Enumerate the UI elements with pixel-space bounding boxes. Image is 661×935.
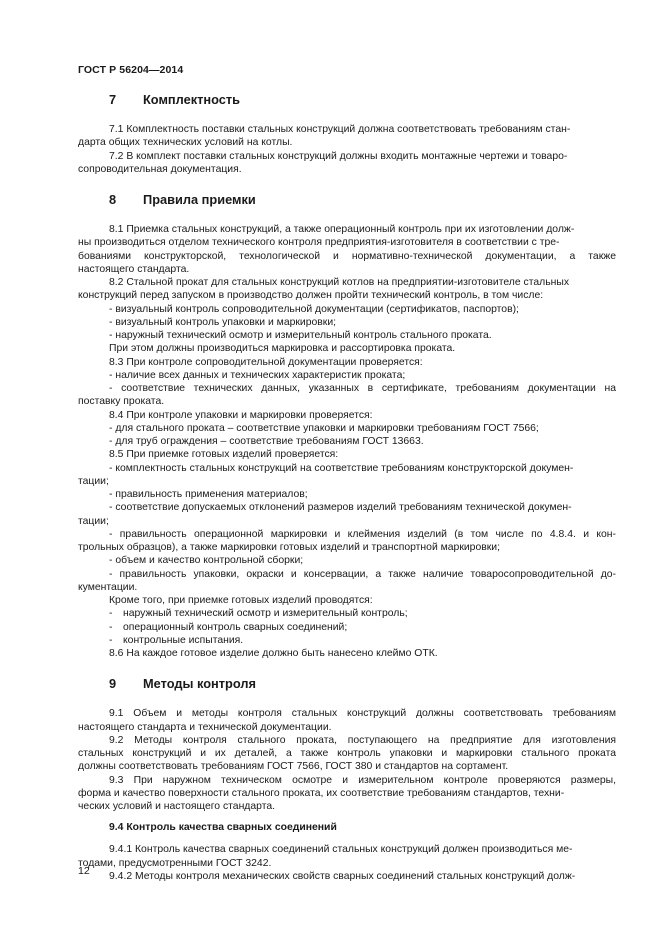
text-line: 9.1 Объем и методы контроля стальных конструкций должны соответствовать требованиям	[109, 708, 616, 720]
list-item: - правильность упаковки, окраски и консервации, а также наличие товаросопроводительной до-	[109, 568, 616, 580]
list-item: - наличие всех данных и технических характеристик проката;	[109, 369, 406, 381]
list-item: - правильность применения материалов;	[109, 489, 308, 500]
paragraph-7-2: 7.2 В комплект поставки стальных конструкций должны входить монтажные чертежи и товаро-	[109, 150, 568, 162]
dash-marker: -	[109, 608, 113, 620]
text-line: При этом должны производиться маркировка и рассортировка проката.	[109, 343, 456, 355]
text-line: 8.6 На каждое готовое изделие должно быть нанесено клеймо ОТК.	[109, 648, 438, 659]
text-line: трольных образцов), а также маркировки готовых изделий и транспортной маркировки;	[78, 542, 500, 553]
dash-marker: -	[109, 621, 113, 633]
list-item: - наружный технический осмотр и измерительный контроль стального проката.	[109, 330, 492, 341]
page-number: 12	[78, 865, 90, 877]
text-line: форма и качество поверхности стального проката, их соответствие требованиям стандартов, техни-	[78, 787, 565, 799]
page-content	[78, 86, 616, 883]
text-line: 8.5 При приемке готовых изделий проверяется:	[109, 449, 339, 461]
section-9-heading	[78, 674, 616, 694]
list-item	[78, 634, 616, 647]
text-line: кументации.	[78, 581, 138, 593]
standard-header: ГОСТ Р 56204—2014	[78, 64, 184, 76]
text-line: 9.4.1 Контроль качества сварных соединений стальных конструкций должен производиться ме-	[109, 844, 573, 856]
section-title: Методы контроля	[143, 676, 256, 692]
list-item: - для труб ограждения – соответствие требованиям ГОСТ 13663.	[109, 436, 424, 447]
section-title: Комплектность	[143, 92, 241, 107]
list-item-text: наружный технический осмотр и измерительный контроль;	[123, 608, 408, 620]
section-7-heading	[78, 90, 616, 110]
text-line: настоящего стандарта.	[78, 263, 190, 275]
list-item	[78, 621, 616, 634]
text-line: 8.1 Приемка стальных конструкций, а также операционный контроль при их изготовлении долж-	[109, 224, 575, 235]
text-line: 9.2 Методы контроля стального проката, поступающего на предприятие для изготовления	[109, 734, 616, 746]
text-line: 8.4 При контроле упаковки и маркировки проверяется:	[109, 409, 373, 421]
paragraph-7-1-cont: дарта общих технических условий на котлы.	[78, 137, 293, 149]
list-item-text: контрольные испытания.	[123, 634, 244, 646]
list-item: - для стального проката – соответствие упаковки и маркировки требованиям ГОСТ 7566;	[109, 422, 539, 434]
list-item: - комплектность стальных конструкций на соответствие требованиям конструкторской докумен-	[109, 462, 574, 474]
text-line: 8.3 При контроле сопроводительной документации проверяется:	[109, 356, 423, 368]
list-item: - визуальный контроль сопроводительной документации (сертификатов, паспортов);	[109, 303, 519, 315]
list-item: - правильность операционной маркировки и клеймения изделий (в том числе по 4.8.4. и кон-	[109, 528, 616, 540]
text-line: Кроме того, при приемке готовых изделий проводятся:	[109, 595, 373, 606]
text-line: тации;	[78, 475, 109, 487]
text-line: стальных конструкций и их деталей, а также контроль упаковки и маркировки стального проката	[78, 748, 616, 759]
section-8-heading	[78, 190, 616, 210]
text-line: тации;	[78, 515, 109, 527]
paragraph-7-1: 7.1 Комплектность поставки стальных конструкций должна соответствовать требованиям стан-	[109, 124, 571, 135]
text-line: 8.2 Стальной прокат для стальных конструкций котлов на предприятии-изготовителе стальных	[109, 277, 570, 288]
text-line: должны соответствовать требованиям ГОСТ 7566, ГОСТ 380 и стандартов на сортамент.	[78, 761, 509, 773]
section-number: 8	[109, 192, 117, 207]
list-item-text: операционный контроль сварных соединений;	[123, 621, 348, 633]
list-item: - соответствие допускаемых отклонений размеров изделий требованиям технической докумен-	[109, 502, 572, 514]
list-item	[78, 607, 616, 620]
text-line: 9.3 При наружном техническом осмотре и измерительном контроле проверяются размеры,	[109, 774, 616, 786]
paragraph-7-2-cont: сопроводительная документация.	[78, 163, 242, 175]
text-line: тодами, предусмотренными ГОСТ 3242.	[78, 857, 272, 869]
list-item: - объем и качество контрольной сборки;	[109, 555, 304, 567]
text-line: бованиями конструкторской, технологической и нормативно-технической документации, а также	[78, 250, 616, 262]
subsection-9-4-heading: 9.4 Контроль качества сварных соединений	[109, 822, 337, 834]
text-line: поставку проката.	[78, 396, 165, 408]
list-item: - соответствие технических данных, указанных в сертификате, требованиям документации на	[109, 383, 616, 394]
text-line: конструкций перед запуском в производство должен пройти технический контроль, в том числе:	[78, 290, 544, 302]
text-line: ны производиться отделом технического контроля предприятия-изготовителя в соответствии с тре-	[78, 237, 560, 249]
text-line: 9.4.2 Методы контроля механических свойств сварных соединений стальных конструкций долж-	[109, 870, 576, 882]
section-number: 9	[109, 676, 117, 692]
section-title: Правила приемки	[143, 192, 256, 207]
list-item: - визуальный контроль упаковки и маркировки;	[109, 316, 337, 328]
dash-marker: -	[109, 634, 113, 646]
text-line: настоящего стандарта и технической документации.	[78, 721, 332, 733]
section-number: 7	[109, 92, 117, 107]
text-line: ческих условий и настоящего стандарта.	[78, 801, 276, 812]
